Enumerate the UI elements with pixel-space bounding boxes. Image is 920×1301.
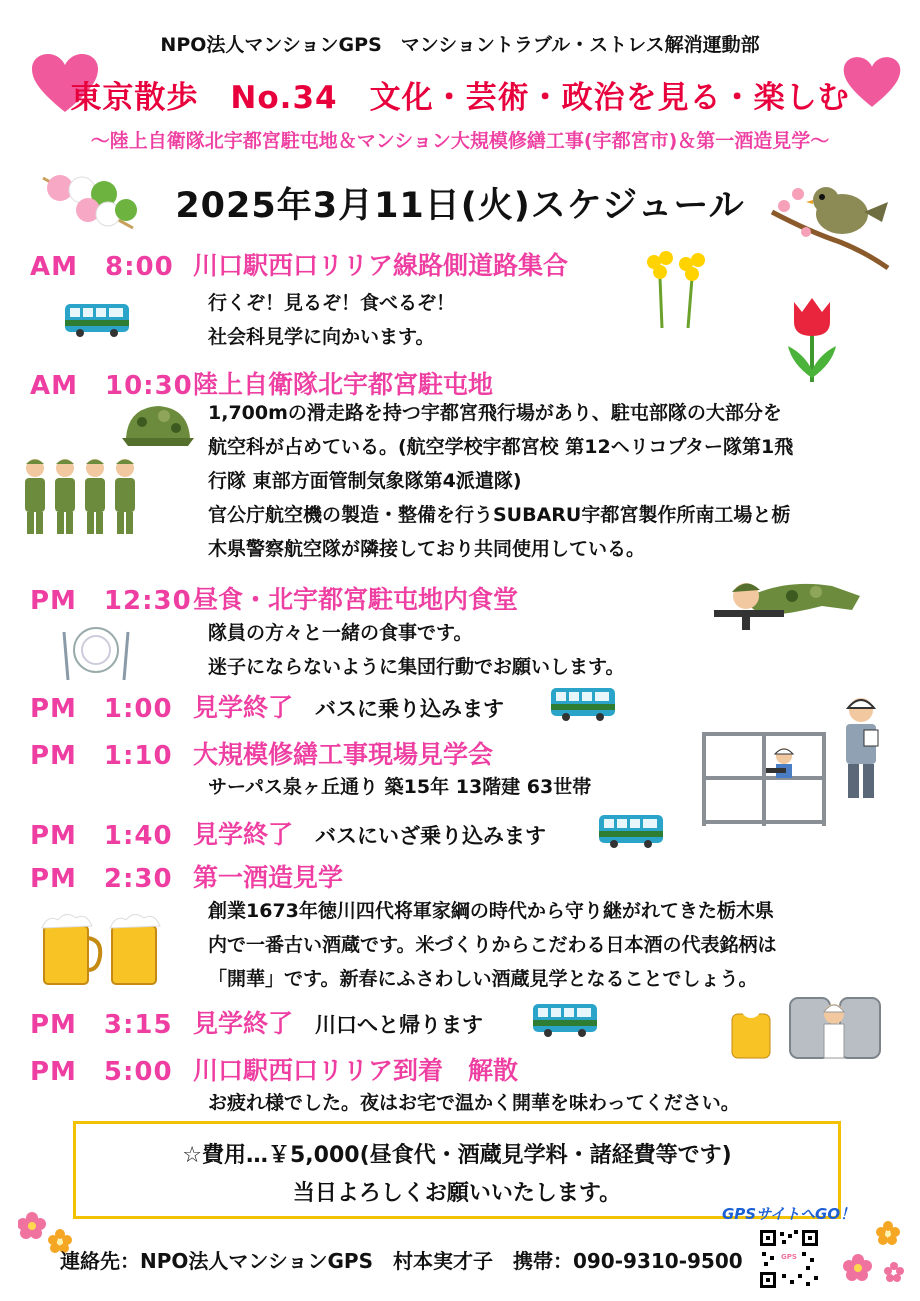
beer-mug-icon (40, 910, 170, 988)
brewery-tank-icon (728, 990, 888, 1064)
bus-icon (64, 302, 130, 338)
schedule-event: 大規模修繕工事現場見学会 (193, 740, 494, 769)
schedule-description: サーパス泉ヶ丘通り 築15年 13階建 63世帯 (208, 776, 592, 798)
page-subtitle: ～陸上自衛隊北宇都宮駐屯地＆マンション大規模修繕工事(宇都宮市)＆第一酒造見学～ (90, 130, 830, 152)
schedule-event: 第一酒造見学 (193, 863, 344, 892)
soldiers-icon (20, 456, 142, 536)
crawling-soldier-icon (712, 566, 864, 640)
tulip-icon (782, 294, 842, 384)
bus-icon (550, 686, 616, 722)
schedule-event: 見学終了 バスに乗り込みます (193, 693, 505, 722)
military-cap-icon (118, 402, 198, 450)
cost-line: ☆費用…￥5,000(昼食代・酒蔵見学料・諸経費等です) (182, 1143, 732, 1168)
schedule-event: 見学終了 川口へと帰ります (193, 1009, 484, 1038)
schedule-description: お疲れ様でした。夜はお宅で温かく開華を味わってください。 (208, 1092, 740, 1114)
gps-site-link[interactable]: GPSサイトへGO！ (722, 1205, 856, 1223)
schedule-time: PM 1:10 (30, 741, 173, 771)
scaffold-icon (700, 728, 830, 828)
organization-line: NPO法人マンションGPS マンショントラブル・ストレス解消運動部 (160, 34, 760, 56)
schedule-event: 陸上自衛隊北宇都宮駐屯地 (193, 370, 494, 399)
schedule-event: 川口駅西口リリア到着 解散 (193, 1056, 519, 1085)
schedule-event: 川口駅西口リリア線路側道路集合 (193, 251, 569, 280)
cost-closing: 当日よろしくお願いいたします。 (292, 1181, 622, 1206)
schedule-time: PM 1:40 (30, 821, 173, 851)
schedule-event: 昼食・北宇都宮駐屯地内食堂 (193, 585, 519, 614)
schedule-note: バスに乗り込みます (315, 697, 505, 721)
rapeseed-flower-icon (640, 248, 712, 328)
schedule-time: PM 12:30 (30, 586, 192, 616)
page-title: 東京散歩 No.34 文化・芸術・政治を見る・楽しむ (70, 80, 850, 116)
flower-icon (838, 1220, 908, 1286)
worker-icon (838, 692, 884, 802)
bus-icon (532, 1002, 598, 1038)
schedule-description: 行くぞ！見るぞ！食べるぞ！ 社会科見学に向かいます。 (208, 292, 456, 348)
schedule-note: 川口へと帰ります (315, 1013, 484, 1037)
schedule-time: AM 10:30 (30, 371, 193, 401)
bus-icon (598, 813, 664, 849)
schedule-description: 1,700mの滑走路を持つ宇都宮飛行場があり、駐屯部隊の大部分を 航空科が占めている。(航空学校宇都宮校 第12ヘリコプター隊第1飛 行隊 東部方面管制気象隊第4派遣隊) 官公庁航空機の製造・整備を行うSUBARU宇都宮製作所南工場と栃 木県警察航空隊が隣接しており共同使用している。 (208, 402, 794, 560)
schedule-time: PM 2:30 (30, 864, 173, 894)
schedule-time: PM 3:15 (30, 1010, 173, 1040)
schedule-date: 2025年3月11日(火)スケジュール (175, 186, 745, 226)
schedule-time: PM 1:00 (30, 694, 173, 724)
qr-code-label: GPS (781, 1253, 797, 1261)
bird-on-branch-icon (770, 172, 890, 272)
schedule-time: AM 8:00 (30, 252, 174, 282)
schedule-description: 隊員の方々と一緒の食事です。 迷子にならないように集団行動でお願いします。 (208, 622, 625, 678)
schedule-time: PM 5:00 (30, 1057, 173, 1087)
schedule-note: バスにいざ乗り込みます (315, 824, 547, 848)
contact-info: 連絡先：NPO法人マンションGPS 村本実才子 携帯：090-9310-9500 (60, 1249, 743, 1273)
plate-cutlery-icon (58, 622, 134, 682)
schedule-description: 創業1673年徳川四代将軍家綱の時代から守り継がれてきた栃木県 内で一番古い酒蔵です。米づくりからこだわる日本酒の代表銘柄は 「開華」です。新春にふさわしい酒蔵見学となることでしょう。 (208, 900, 777, 990)
schedule-event: 見学終了 バスにいざ乗り込みます (193, 820, 547, 849)
